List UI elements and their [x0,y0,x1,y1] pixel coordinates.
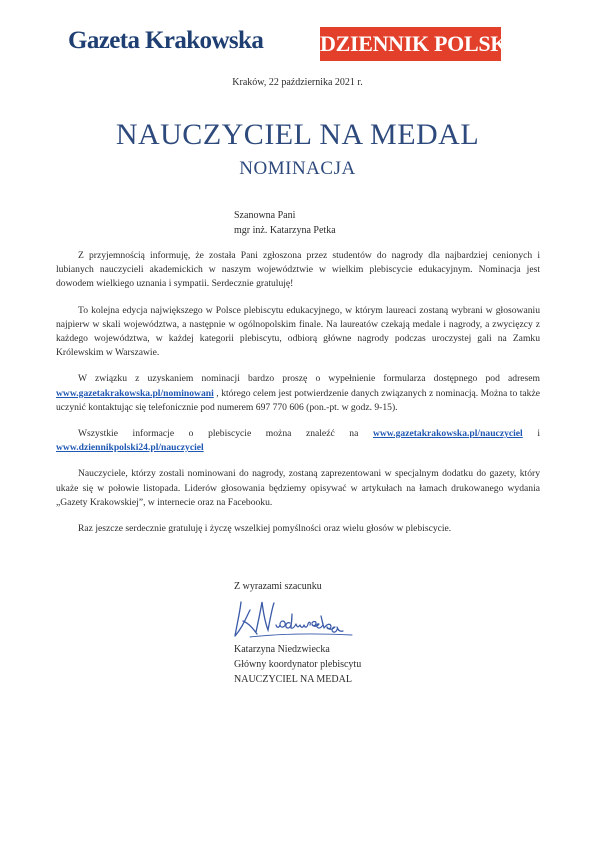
paragraph-form-text-after: , którego celem jest potwierdzenie danych związanych z nominacją. Można to także uczynić kontaktując się telefonicznie pod numerem 697 770 606 (pon.-pt. w godz. 9-15). [56,387,540,413]
paragraph-info [56,427,540,455]
paragraph-form [56,372,540,415]
signer-project: NAUCZYCIEL NA MEDAL [234,674,352,685]
paragraph-info-conjunction: i [537,428,540,440]
gazeta-nauczyciel-link[interactable]: www.gazetakrakowska.pl/nauczyciel [372,428,523,440]
nominowani-link[interactable]: www.gazetakrakowska.pl/nominowani [56,387,214,399]
signoff: Z wyrazami szacunku [234,581,322,592]
paragraph-nomination: Z przyjemnością informuję, że została Pani zgłoszona przez studentów do nagrody dla najbardziej cenionych i lubianych nauczycieli akademickich w naszym województwie w wielkim plebiscycie edukacyjnym. Nominacja jest dowodem wielkiego uznania i sympatii. Serdecznie gratuluję! [56,250,540,290]
date-line: Kraków, 22 października 2021 r. [232,77,363,88]
dziennik-nauczyciel-link[interactable]: www.dziennikpolski24.pl/nauczyciel [56,442,204,454]
handwritten-signature [232,594,362,640]
signer-block [234,642,361,687]
letter-body [56,249,540,548]
salutation [234,208,336,238]
signer-role: Główny koordynator plebiscytu [234,659,362,670]
gazeta-krakowska-logo: Gazeta Krakowska [68,27,264,54]
dziennik-polski-logo: DZIENNIK POLSKI [320,27,501,61]
paragraph-form-text: W związku z uzyskaniem nominacji bardzo proszę o wypełnienie formularza dostępnego pod adresem [78,373,540,385]
paragraph-presentation: Nauczyciele, którzy zostali nominowani do nagrody, zostaną zaprezentowani w specjalnym dodatku do gazety, który ukaże się w połowie listopada. Liderów głosowania będziemy opisywać w artykułach na łamach drukowanego wydania „Gazety Krakowskiej”, w internecie oraz na Facebooku. [56,468,540,508]
page-subtitle: NOMINACJA [239,158,356,179]
paragraph-closing: Raz jeszcze serdecznie gratuluję i życzę wszelkiej pomyślności oraz wielu głosów w plebiscycie. [78,523,452,535]
salutation-greeting: Szanowna Pani [234,210,296,221]
paragraph-edition: To kolejna edycja największego w Polsce plebiscytu edukacyjnego, w którym laureaci zostaną wybrani w głosowaniu najpierw w skali województwa, a następnie w ogólnopolskim finale. Na laureatów czekają medale i nagrody, a zwycięzcy z każdego województwa, w każdej kategorii plebiscytu, odbiorą główne nagrody podczas uroczystej gali na Zamku Królewskim w Warszawie. [56,304,540,359]
page-title: NAUCZYCIEL NA MEDAL [115,118,480,151]
paragraph-info-text: Wszystkie informacje o plebiscycie można znaleźć na [78,428,359,440]
signer-name: Katarzyna Niedzwiecka [234,644,330,655]
salutation-recipient: mgr inż. Katarzyna Petka [234,225,336,236]
